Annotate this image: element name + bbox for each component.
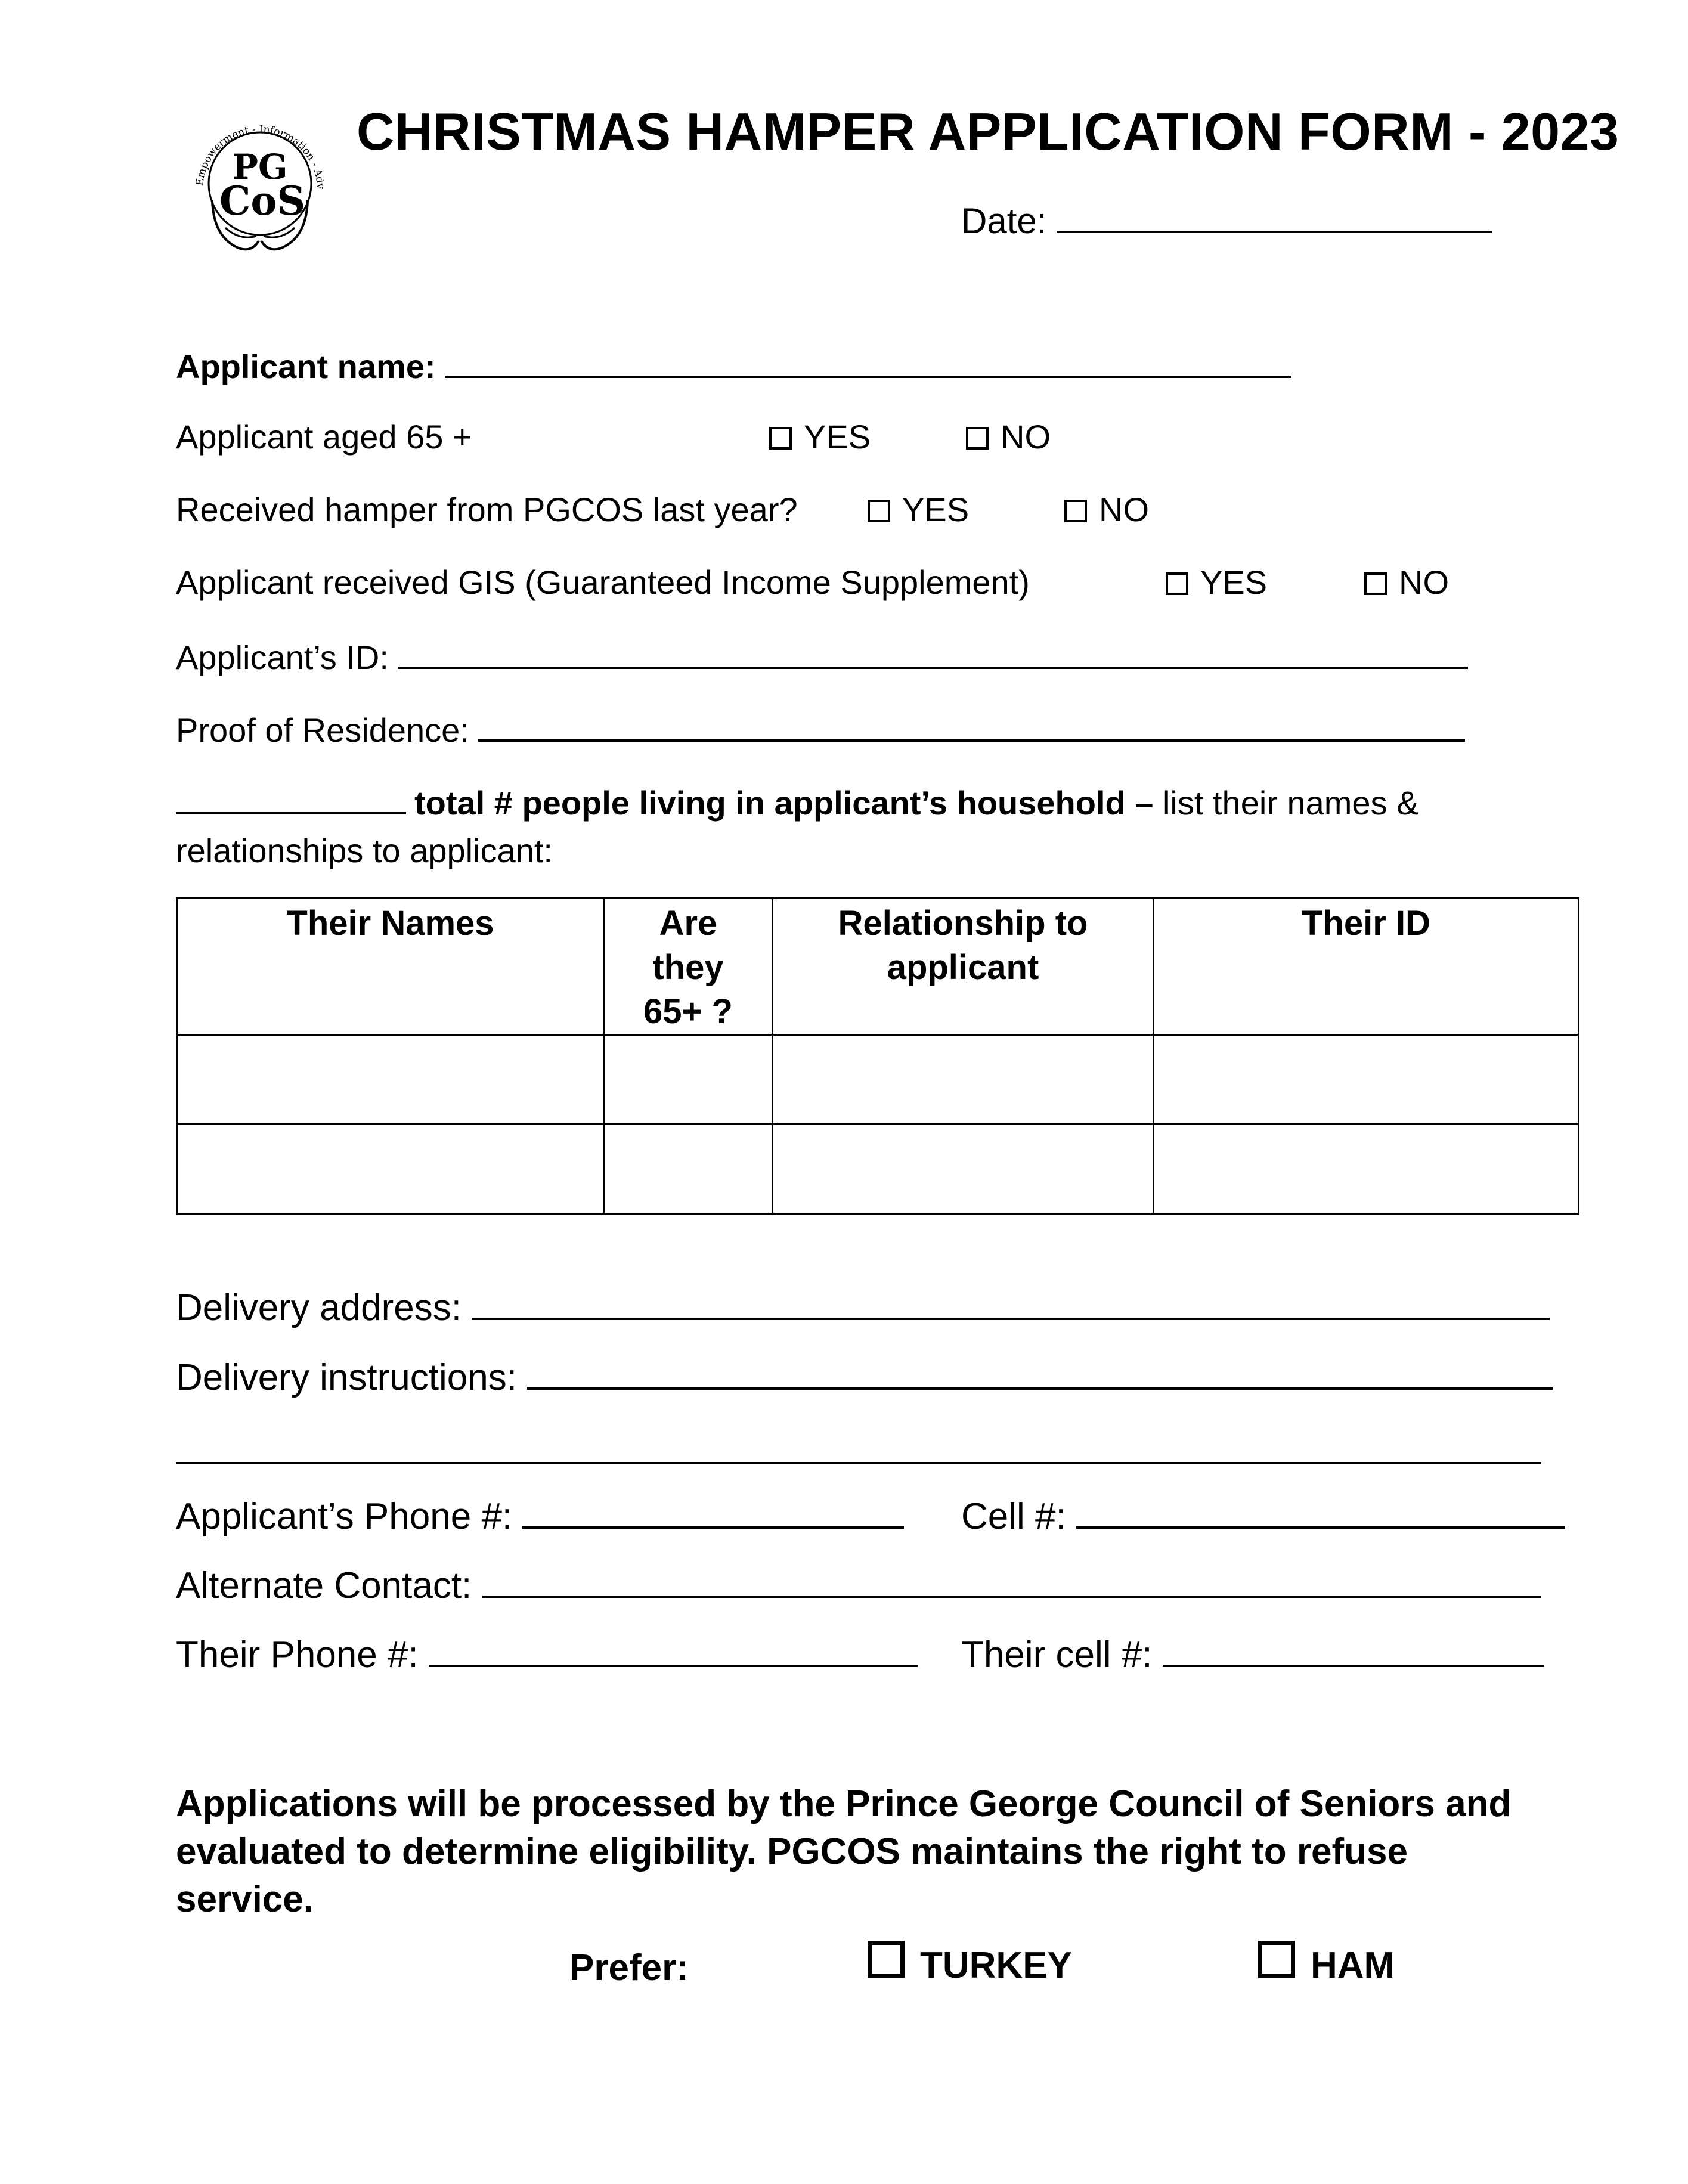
residence-row: [176, 708, 1465, 749]
ham-option[interactable]: [1258, 1941, 1395, 1987]
aged-label: Applicant aged 65 +: [176, 418, 472, 456]
cell-row: [961, 1495, 1565, 1538]
gis-yes-checkbox[interactable]: [1166, 572, 1188, 595]
header-are-they-65: Are they 65+ ?: [604, 899, 773, 1035]
their-cell-field[interactable]: [1163, 1634, 1544, 1667]
svg-text:PG: PG: [232, 147, 288, 187]
date-field[interactable]: [1057, 200, 1492, 233]
aged-no-checkbox[interactable]: [966, 427, 989, 450]
notice-line-3: service.: [176, 1879, 314, 1920]
turkey-label: TURKEY: [920, 1945, 1072, 1986]
applicant-id-label: Applicant’s ID:: [176, 639, 389, 676]
logo-arc-text: Empowerment - Information - Adv: [194, 123, 327, 190]
cell-relationship[interactable]: [773, 1124, 1154, 1214]
aged-yes-label: YES: [804, 418, 871, 456]
residence-label: Proof of Residence:: [176, 711, 469, 749]
aged-yes-checkbox[interactable]: [769, 427, 792, 450]
delivery-address-row: [176, 1287, 1550, 1329]
turkey-checkbox[interactable]: [868, 1941, 905, 1978]
their-cell-label: Their cell #:: [961, 1634, 1153, 1675]
delivery-instructions-row: [176, 1356, 1553, 1399]
gis-yes-option[interactable]: [1166, 563, 1267, 602]
household-rest-text: list their names &: [1162, 784, 1419, 822]
applicant-id-field[interactable]: [398, 636, 1468, 669]
cell-name[interactable]: [177, 1124, 604, 1214]
aged-no-option[interactable]: [966, 417, 1051, 456]
pgcos-logo: [190, 100, 330, 262]
ham-label: HAM: [1311, 1945, 1395, 1986]
cell-relationship[interactable]: [773, 1035, 1154, 1124]
svg-text:CoS: CoS: [219, 178, 306, 224]
hamper-no-checkbox[interactable]: [1064, 500, 1087, 522]
delivery-instructions-field[interactable]: [527, 1356, 1553, 1390]
header-relationship: Relationship to applicant: [773, 899, 1154, 1035]
ham-checkbox[interactable]: [1258, 1941, 1295, 1978]
delivery-instructions-extra-line[interactable]: [176, 1462, 1541, 1464]
notice-line-2: evaluated to determine eligibility. PGCOS maintains the right to refuse: [176, 1831, 1408, 1872]
applicant-phone-label: Applicant’s Phone #:: [176, 1496, 513, 1537]
their-phone-label: Their Phone #:: [176, 1634, 419, 1675]
table-row: [177, 1035, 1579, 1124]
household-line2: relationships to applicant:: [176, 832, 553, 869]
their-cell-row: [961, 1634, 1544, 1676]
their-phone-field[interactable]: [429, 1634, 918, 1667]
alternate-contact-field[interactable]: [482, 1565, 1541, 1598]
table-row: [177, 1124, 1579, 1214]
gis-no-checkbox[interactable]: [1364, 572, 1387, 595]
cell-field[interactable]: [1076, 1495, 1565, 1529]
applicant-phone-row: [176, 1495, 904, 1538]
pgcos-logo-graphic: [190, 100, 330, 262]
hamper-label: Received hamper from PGCOS last year?: [176, 491, 798, 528]
applicant-phone-field[interactable]: [522, 1495, 904, 1529]
alternate-contact-row: [176, 1565, 1541, 1607]
cell-label: Cell #:: [961, 1496, 1066, 1537]
turkey-option[interactable]: [868, 1941, 1072, 1987]
form-title: CHRISTMAS HAMPER APPLICATION FORM - 2023: [357, 102, 1619, 161]
notice-line-1: Applications will be processed by the Prince George Council of Seniors and: [176, 1783, 1512, 1824]
cell-name[interactable]: [177, 1035, 604, 1124]
hamper-yes-checkbox[interactable]: [868, 500, 890, 522]
aged-yes-option[interactable]: [769, 417, 871, 456]
delivery-address-field[interactable]: [472, 1287, 1550, 1320]
cell-age[interactable]: [604, 1124, 773, 1214]
alternate-contact-label: Alternate Contact:: [176, 1565, 472, 1606]
date-label: Date:: [961, 201, 1047, 241]
aged-no-label: NO: [1001, 418, 1051, 456]
table-header-row: [177, 899, 1579, 1035]
gis-label: Applicant received GIS (Guaranteed Income Supplement): [176, 563, 1030, 601]
applicant-id-row: [176, 636, 1468, 677]
delivery-address-label: Delivery address:: [176, 1287, 462, 1328]
hamper-no-option[interactable]: [1064, 490, 1149, 529]
header-their-id: Their ID: [1154, 899, 1579, 1035]
prefer-label: Prefer:: [569, 1947, 689, 1988]
delivery-instructions-label: Delivery instructions:: [176, 1357, 517, 1398]
cell-age[interactable]: [604, 1035, 773, 1124]
household-row: [176, 781, 1418, 822]
their-phone-row: [176, 1634, 918, 1676]
household-count-field[interactable]: [176, 781, 406, 814]
household-bold-text: total # people living in applicant’s household –: [414, 784, 1154, 822]
applicant-name-field[interactable]: [445, 345, 1291, 378]
residence-field[interactable]: [478, 708, 1465, 742]
date-row: [961, 200, 1492, 241]
gis-yes-label: YES: [1200, 563, 1268, 601]
gis-no-option[interactable]: [1364, 563, 1449, 602]
household-table: [176, 897, 1579, 1215]
cell-id[interactable]: [1154, 1124, 1579, 1214]
hamper-no-label: NO: [1099, 491, 1149, 528]
applicant-name-label: Applicant name:: [176, 348, 436, 385]
hamper-yes-label: YES: [902, 491, 970, 528]
hamper-yes-option[interactable]: [868, 490, 969, 529]
applicant-name-row: [176, 345, 1291, 386]
header-their-names: Their Names: [177, 899, 604, 1035]
gis-no-label: NO: [1399, 563, 1449, 601]
cell-id[interactable]: [1154, 1035, 1579, 1124]
